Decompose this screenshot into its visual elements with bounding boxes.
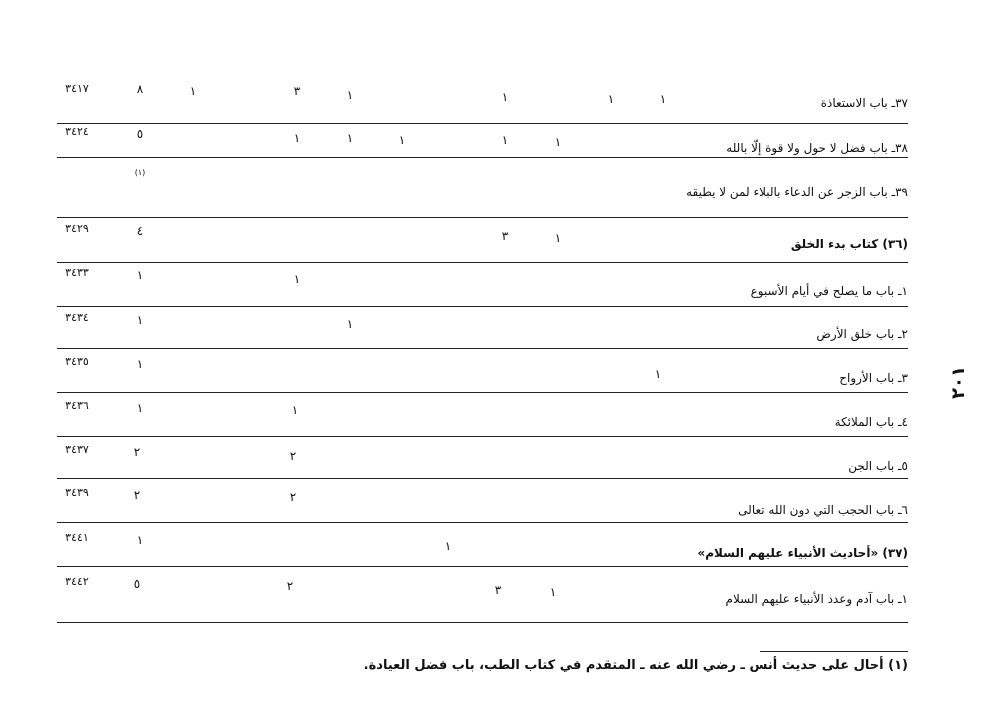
hadith-number: ٣٤١٧	[65, 82, 89, 95]
row-divider	[57, 123, 908, 124]
hadith-number: ٣٤٣٤	[65, 311, 89, 324]
row-count: ٤	[136, 224, 144, 238]
row-mark: ٢	[289, 449, 297, 463]
row-divider	[57, 157, 908, 158]
hadith-number: ٣٤٣٧	[65, 443, 89, 456]
row-mark: ٣	[501, 229, 509, 243]
row-label: ٦ـ باب الحجب التي دون الله تعالى	[738, 503, 908, 517]
row-mark: ١	[654, 367, 662, 381]
row-label: ٣٨ـ باب فضل لا حول ولا قوة إلّا بالله	[726, 141, 908, 155]
row-mark: ١	[293, 272, 301, 286]
row-mark: ٣	[494, 583, 502, 597]
row-label: ٣٩ـ باب الزجر عن الدعاء بالبلاء لمن لا يطيقه	[686, 185, 908, 199]
row-mark: ٣	[293, 84, 301, 98]
row-mark: ١	[398, 133, 406, 147]
row-mark: ١	[346, 131, 354, 145]
row-divider	[57, 436, 908, 437]
row-divider	[57, 478, 908, 479]
row-divider	[57, 392, 908, 393]
hadith-number: ٣٤٣٦	[65, 399, 89, 412]
row-mark: ١	[554, 135, 562, 149]
row-divider	[57, 306, 908, 307]
row-label: ٢ـ باب خلق الأرض	[816, 327, 908, 341]
row-mark: ١	[659, 92, 667, 106]
row-mark: ١	[549, 585, 557, 599]
row-divider	[57, 217, 908, 218]
row-mark: ١	[607, 92, 615, 106]
row-divider	[57, 622, 908, 623]
row-count: ١	[136, 268, 144, 282]
row-mark: ١	[293, 131, 301, 145]
row-label: ٤ـ باب الملائكة	[834, 415, 908, 429]
row-mark: ١	[501, 133, 509, 147]
row-count: ٥	[133, 577, 141, 591]
hadith-number: ٣٤٣٥	[65, 355, 89, 368]
footnote-text: (١) أحال على حديث أنس ـ رضي الله عنه ـ المتقدم في كتاب الطب، باب فضل العيادة.	[363, 658, 908, 673]
row-count: ١	[136, 313, 144, 327]
row-label: ٣ـ باب الأرواح	[839, 371, 908, 385]
row-label: ٥ـ باب الجن	[848, 459, 908, 473]
row-count: ٥	[136, 127, 144, 141]
row-divider	[57, 262, 908, 263]
row-count: ١	[136, 401, 144, 415]
hadith-number: ٣٤٣٩	[65, 486, 89, 499]
row-label: ١ـ باب آدم وعدد الأنبياء عليهم السلام	[725, 592, 908, 606]
row-label: ١ـ باب ما يصلح في أيام الأسبوع	[750, 284, 908, 298]
hadith-number: ٣٤٢٤	[65, 125, 89, 138]
hadith-number: ٣٤٤٢	[65, 575, 89, 588]
hadith-number: ٣٤٣٣	[65, 266, 89, 279]
hadith-number: ٣٤٤١	[65, 531, 89, 544]
page-number: ٢٠١	[948, 366, 969, 399]
row-mark: ٢	[289, 490, 297, 504]
row-mark: ١	[554, 231, 562, 245]
row-mark: ١	[501, 90, 509, 104]
row-label: ٣٧ـ باب الاستعاذة	[820, 96, 908, 110]
footnote-divider	[760, 651, 908, 652]
row-divider	[57, 348, 908, 349]
row-mark: ١	[346, 317, 354, 331]
row-count: ١	[136, 533, 144, 547]
row-divider	[57, 522, 908, 523]
hadith-number: ٣٤٢٩	[65, 222, 89, 235]
row-mark: ١	[291, 403, 299, 417]
row-count: ٢	[133, 445, 141, 459]
row-divider	[57, 566, 908, 567]
row-mark: ١	[189, 84, 197, 98]
row-mark: ٢	[286, 579, 294, 593]
footnote-marker: (١)	[134, 168, 146, 177]
row-count: ٨	[136, 82, 144, 96]
row-count: ١	[136, 357, 144, 371]
row-count: ٢	[133, 488, 141, 502]
section-heading: (٣٦) كتاب بدء الخلق	[790, 237, 908, 251]
row-mark: ١	[444, 539, 452, 553]
row-mark: ١	[346, 88, 354, 102]
section-heading: (٣٧) «أحاديث الأنبياء عليهم السلام»	[697, 546, 908, 560]
